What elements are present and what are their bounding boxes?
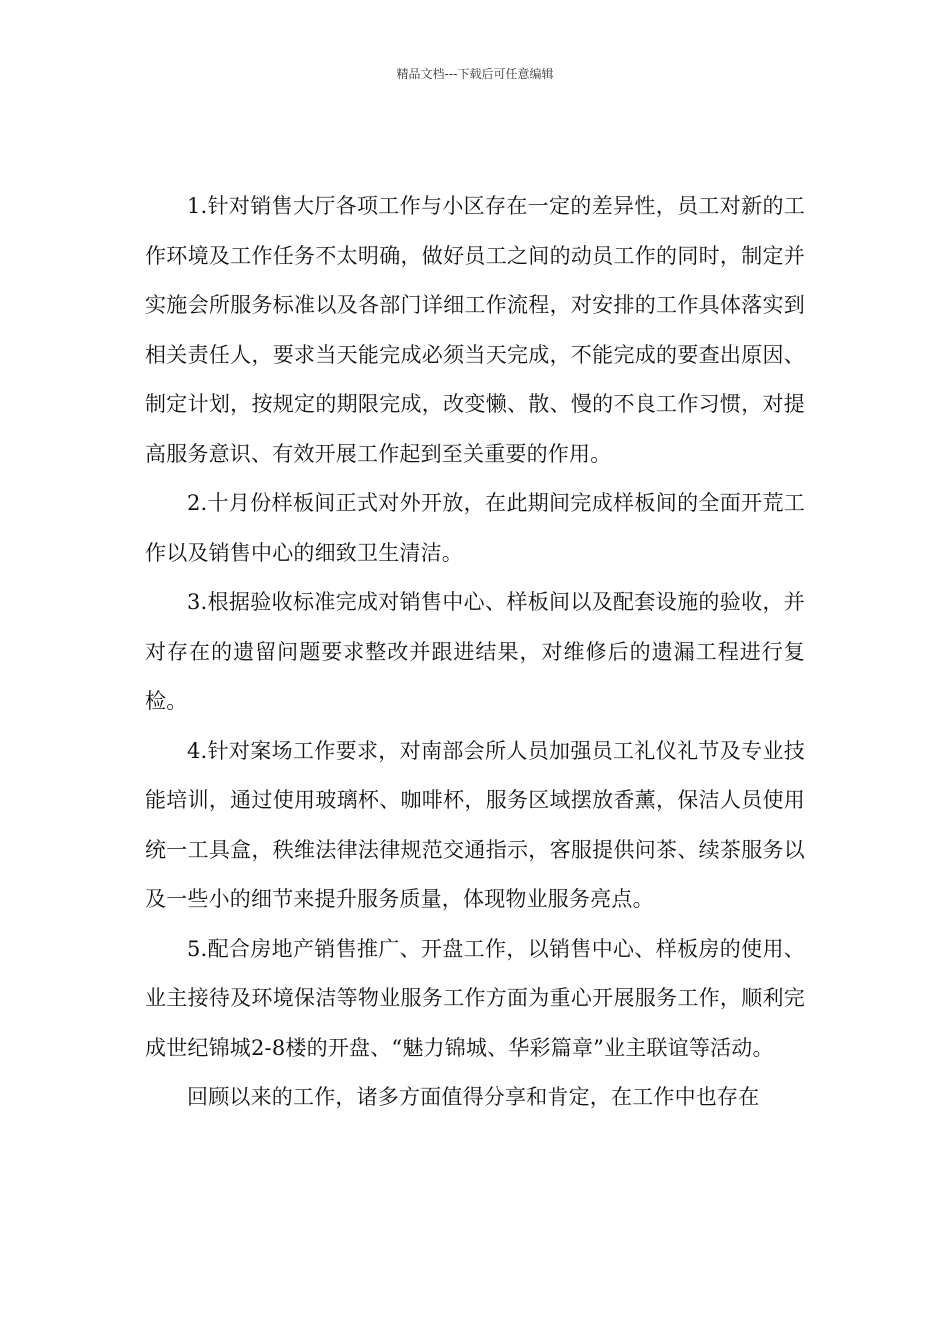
paragraph-4: 4.针对案场工作要求，对南部会所人员加强员工礼仪礼节及专业技能培训，通过使用玻璃杯、咖啡杯，服务区域摆放香薰，保洁人员使用统一工具盒，秩维法律法律规范交通指示，客服提供问茶、续茶服务以及一些小的细节来提升服务质量，体现物业服务亮点。 bbox=[145, 738, 805, 911]
paragraph-1: 1.针对销售大厅各项工作与小区存在一定的差异性，员工对新的工作环境及工作任务不太明确，做好员工之间的动员工作的同时，制定并实施会所服务标准以及各部门详细工作流程，对安排的工作具体落实到相关责任人，要求当天能完成必须当天完成，不能完成的要查出原因、制定计划，按规定的期限完成，改变懒、散、慢的不良工作习惯，对提高服务意识、有效开展工作起到至关重要的作用。 bbox=[145, 194, 805, 466]
paragraph-3: 3.根据验收标准完成对销售中心、样板间以及配套设施的验收，并对存在的遗留问题要求整改并跟进结果，对维修后的遗漏工程进行复检。 bbox=[145, 590, 805, 713]
document-body bbox=[145, 182, 805, 1123]
paragraph-5: 5.配合房地产销售推广、开盘工作，以销售中心、样板房的使用、业主接待及环境保洁等物业服务工作方面为重心开展服务工作，顺利完成世纪锦城2-8楼的开盘、“魅力锦城、华彩篇章”业主联谊等活动。 bbox=[145, 936, 805, 1060]
paragraph-6: 回顾以来的工作，诸多方面值得分享和肯定，在工作中也存在 bbox=[187, 1085, 760, 1109]
paragraph-2: 2.十月份样板间正式对外开放，在此期间完成样板间的全面开荒工作以及销售中心的细致卫生清洁。 bbox=[145, 491, 805, 565]
page-header: 精品文档---下载后可任意编辑 bbox=[396, 67, 554, 81]
